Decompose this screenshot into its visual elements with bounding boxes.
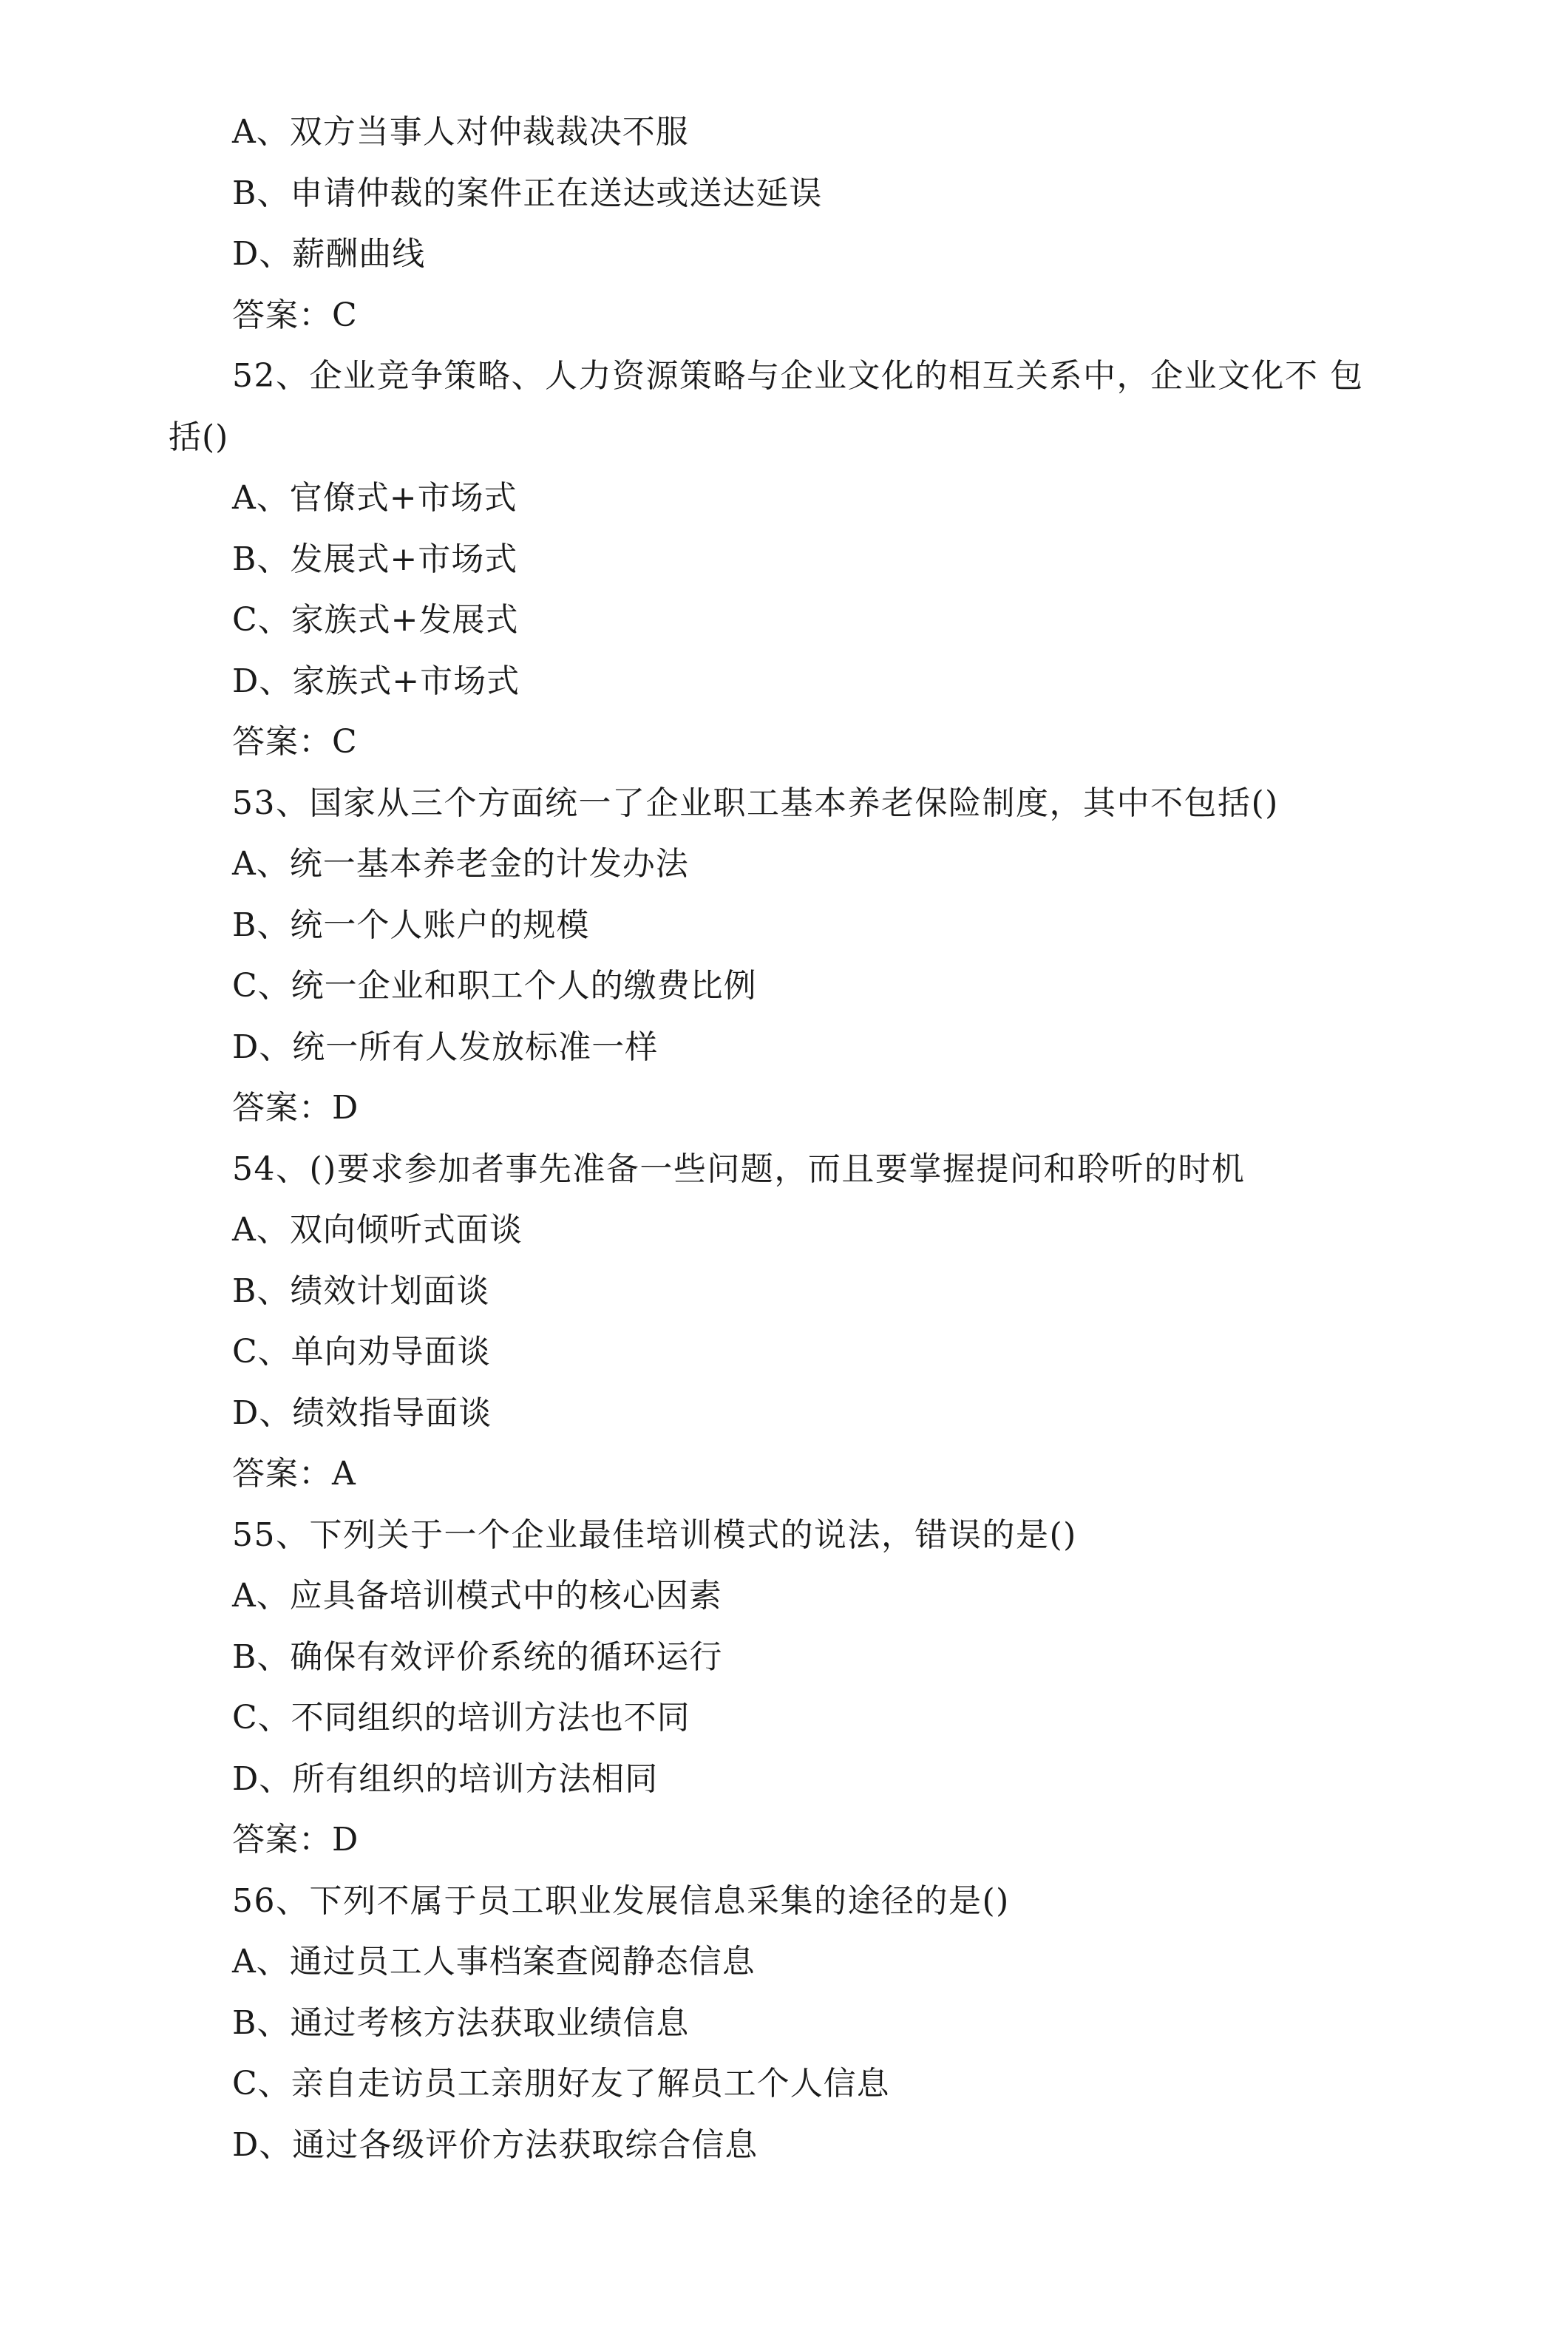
option-line: D、通过各级评价方法获取综合信息 — [232, 2125, 758, 2164]
answer-line: 答案：D — [232, 1821, 359, 1859]
option-line: B、发展式+市场式 — [232, 540, 518, 578]
option-line: C、亲自走访员工亲朋好友了解员工个人信息 — [232, 2065, 890, 2102]
option-line: A、双方当事人对仲裁裁决不服 — [232, 113, 689, 151]
question-stem-continuation: 括() — [169, 418, 229, 456]
answer-line: 答案：D — [232, 1089, 359, 1127]
option-line: B、申请仲裁的案件正在送达或送达延误 — [232, 174, 823, 212]
question-stem: 55、下列关于一个企业最佳培训模式的说法，错误的是() — [232, 1515, 1077, 1554]
question-stem: 56、下列不属于员工职业发展信息采集的途径的是() — [232, 1881, 1010, 1920]
option-line: D、绩效指导面谈 — [232, 1394, 492, 1432]
option-line: A、双向倾听式面谈 — [232, 1211, 523, 1249]
option-line: A、应具备培训模式中的核心因素 — [232, 1577, 722, 1615]
question-list — [169, 102, 1381, 2176]
option-line: D、所有组织的培训方法相同 — [232, 1759, 659, 1798]
option-line: A、通过员工人事档案查阅静态信息 — [232, 1943, 756, 1980]
option-line: D、薪酬曲线 — [232, 235, 426, 273]
question-stem: 52、企业竞争策略、人力资源策略与企业文化的相互关系中，企业文化不 包 — [232, 357, 1364, 395]
option-line: D、统一所有人发放标准一样 — [232, 1028, 659, 1066]
answer-line: 答案：C — [232, 296, 358, 334]
option-line: B、统一个人账户的规模 — [232, 906, 590, 944]
option-line: B、绩效计划面谈 — [232, 1272, 490, 1310]
question-stem: 53、国家从三个方面统一了企业职工基本养老保险制度，其中不包括() — [232, 784, 1279, 822]
option-line: C、不同组织的培训方法也不同 — [232, 1699, 690, 1737]
option-line: C、单向劝导面谈 — [232, 1333, 491, 1371]
option-line: B、通过考核方法获取业绩信息 — [232, 2003, 690, 2042]
option-line: D、家族式+市场式 — [232, 662, 520, 700]
option-line: A、统一基本养老金的计发办法 — [232, 845, 689, 883]
answer-line: 答案：C — [232, 723, 358, 761]
option-line: B、确保有效评价系统的循环运行 — [232, 1637, 723, 1676]
option-line: A、官僚式+市场式 — [232, 479, 517, 517]
option-line: C、家族式+发展式 — [232, 601, 519, 639]
answer-line: 答案：A — [232, 1455, 356, 1493]
question-stem: 54、()要求参加者事先准备一些问题，而且要掌握提问和聆听的时机 — [232, 1150, 1246, 1188]
option-line: C、统一企业和职工个人的缴费比例 — [232, 967, 757, 1005]
